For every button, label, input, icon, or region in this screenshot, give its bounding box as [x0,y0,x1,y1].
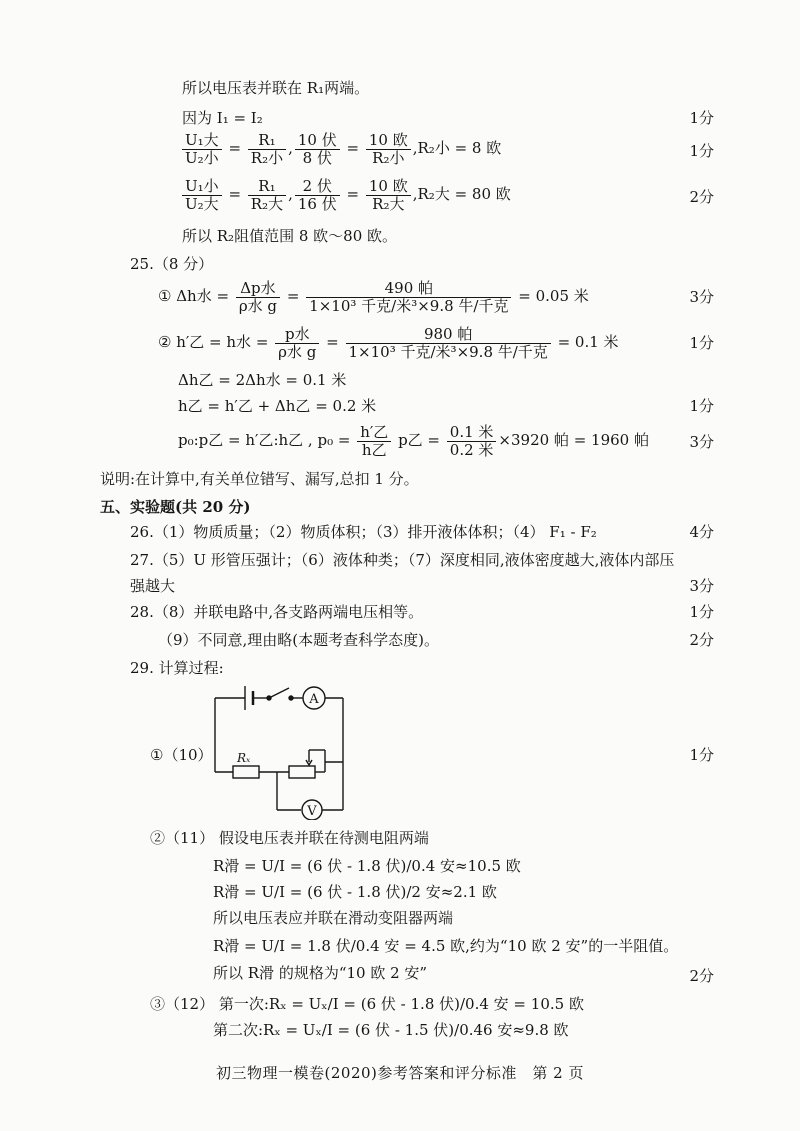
q29-part3-line2: 第二次:Rₓ = Uₓ/I = (6 伏 - 1.5 伏)/0.46 安≈9.8 欧 [213,1021,569,1039]
numerator: 2 伏 [295,178,340,196]
fraction [366,178,411,213]
numerator: U₁小 [182,178,222,196]
fraction [295,132,340,167]
numerator: R₁ [248,178,286,196]
numerator: 10 欧 [366,178,411,196]
note: 说明:在计算中,有关单位错写、漏写,总扣 1 分。 [100,470,419,488]
q24-line2: 因为 I₁ = I₂ [182,109,263,127]
denominator: 1×10³ 千克/米³×9.8 牛/千克 [309,296,509,315]
score-q24-line2: 1分 [689,109,714,127]
fraction [182,178,222,213]
fraction [295,178,340,213]
result: ,R₂大 = 80 欧 [412,185,511,203]
q24-eq1 [180,128,501,168]
denominator: 8 伏 [302,148,332,167]
rheostat [289,766,315,778]
q25-eq1 [158,276,589,316]
q29-part1-label: ①（10） [150,746,213,764]
q29-part2-line5: R滑 = U/I = 1.8 伏/0.4 安 = 4.5 欧,约为“10 欧 2 安”的一半阻值。 [213,937,679,955]
q25-line3: Δh乙 = 2Δh水 = 0.1 米 [178,371,347,389]
q29-part2-line1: ②（11） 假设电压表并联在待测电阻两端 [150,829,429,847]
equals: = [326,333,339,351]
section-title: 五、实验题(共 20 分) [100,498,251,516]
middle: p乙 = [398,431,441,449]
numerator: U₁大 [182,132,222,150]
denominator: 1×10³ 千克/米³×9.8 牛/千克 [348,342,548,361]
score-q29-part1: 1分 [689,746,714,764]
q27-line2: 强越大 [130,577,176,595]
result: ×3920 帕 = 1960 帕 [498,431,649,449]
score-q24-eq1: 1分 [689,142,714,160]
score-q25-eq5: 3分 [689,433,714,451]
denominator: R₂大 [250,194,284,213]
lhs: ② h′乙 = h水 = [158,333,269,351]
equals: = [286,287,300,305]
q29-header: 29. 计算过程: [130,659,224,677]
numerator: h′乙 [357,424,391,442]
equals: = [346,185,360,203]
q27-line1: 27.（5）U 形管压强计；（6）液体种类；（7）深度相同,液体密度越大,液体内部压 [130,551,675,569]
ammeter-label: A [309,692,319,707]
equals: = [228,185,242,203]
q26: 26.（1）物质质量；（2）物质体积；（3）排开液体体积；（4） F₁ - F₂ [130,523,597,541]
equals: = [228,139,242,157]
q29-part2-line4: 所以电压表应并联在滑动变阻器两端 [213,909,454,927]
score-q24-eq2: 2分 [689,188,714,206]
lhs: ① Δh水 = [158,287,230,305]
equals: = [346,139,360,157]
score-q25-eq2: 1分 [689,334,714,352]
q25-eq5 [178,420,649,460]
denominator: ρ水 g [238,296,278,315]
denominator: U₂小 [185,148,219,167]
denominator: h乙 [361,440,387,459]
lhs: p₀:p乙 = h′乙:h乙 , p₀ = [178,431,351,449]
circuit-diagram [205,680,355,820]
fraction [346,326,551,361]
q29-part3-line1: ③（12） 第一次:Rₓ = Uₓ/I = (6 伏 - 1.8 伏)/0.4 安 = 10.5 欧 [150,995,584,1013]
numerator: 0.1 米 [447,424,497,442]
q25-line4: h乙 = h′乙 + Δh乙 = 0.2 米 [178,397,377,415]
fraction [306,280,511,315]
resistor-rx [233,766,259,778]
result: = 0.1 米 [557,333,619,351]
fraction [366,132,411,167]
q28-line1: 28.（8）并联电路中,各支路两端电压相等。 [130,603,424,621]
page-footer: 初三物理一模卷(2020)参考答案和评分标准 第 2 页 [216,1064,584,1082]
q29-part2-line6: 所以 R滑 的规格为“10 欧 2 安” [213,964,428,982]
fraction [182,132,222,167]
result: = 0.05 米 [518,287,589,305]
denominator: R₂小 [372,148,405,167]
fraction [236,280,280,315]
score-q29-part2: 2分 [689,967,714,985]
numerator: 10 伏 [295,132,340,150]
q29-part2-line2: R滑 = U/I = (6 伏 - 1.8 伏)/0.4 安≈10.5 欧 [213,857,521,875]
score-q25-line4: 1分 [689,397,714,415]
comma: , [288,139,293,157]
numerator: 10 欧 [366,132,411,150]
resistor-label: Rₓ [237,751,251,765]
q25-eq2 [158,322,619,362]
denominator: U₂大 [185,194,219,213]
denominator: 0.2 米 [449,440,494,459]
result: ,R₂小 = 8 欧 [412,139,502,157]
numerator: R₁ [248,132,286,150]
numerator: 490 帕 [306,280,511,298]
score-q28-line1: 1分 [689,603,714,621]
numerator: p水 [275,326,319,344]
switch-arm [269,688,289,698]
score-q27: 3分 [689,577,714,595]
fraction [248,178,286,213]
score-q25-eq1: 3分 [689,288,714,306]
q24-line1: 所以电压表并联在 R₁两端。 [182,79,370,97]
fraction [275,326,319,361]
numerator: 980 帕 [346,326,551,344]
q28-line2: （9）不同意,理由略(本题考查科学态度)。 [158,631,440,649]
voltmeter-label: V [307,804,317,819]
q24-eq2 [180,174,511,214]
denominator: R₂大 [372,194,405,213]
fraction [248,132,286,167]
fraction [357,424,391,459]
q29-part2-line3: R滑 = U/I = (6 伏 - 1.8 伏)/2 安≈2.1 欧 [213,883,497,901]
fraction [447,424,497,459]
q25-header: 25.（8 分） [130,255,214,273]
comma: , [288,185,293,203]
denominator: 16 伏 [297,194,337,213]
q24-line5: 所以 R₂阻值范围 8 欧～80 欧。 [182,227,398,245]
denominator: ρ水 g [278,342,317,361]
numerator: Δp水 [236,280,280,298]
denominator: R₂小 [250,148,284,167]
score-q26: 4分 [689,523,714,541]
score-q28-line2: 2分 [689,631,714,649]
